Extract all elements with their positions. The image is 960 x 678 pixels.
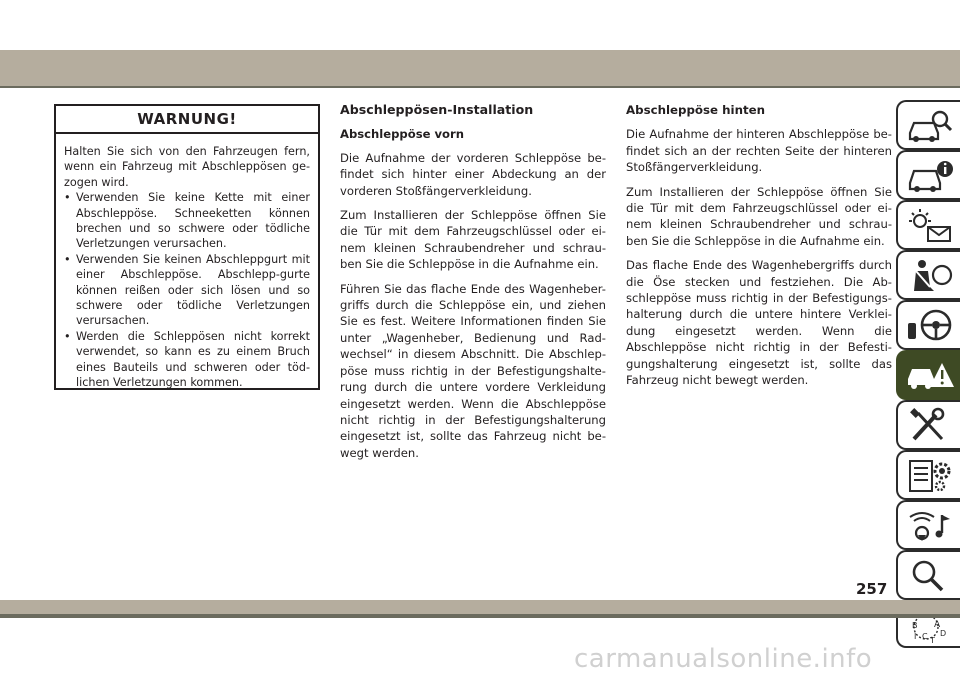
front-paragraph: Zum Installieren der Schleppöse öffnen Sie die Tür mit dem Fahrzeugschlüssel oder ei-nem kleinen Schraubendreher und schrau-ben Sie die Schleppöse in die Aufnahme ein. — [340, 208, 606, 272]
rear-heading: Abschleppöse hinten — [626, 103, 766, 117]
index-letter: T — [930, 636, 935, 645]
tab-search[interactable] — [896, 550, 960, 600]
tab-multimedia[interactable] — [896, 500, 960, 550]
column-front-tow-hook — [340, 102, 606, 469]
front-paragraph: Führen Sie das flache Ende des Wagenheber-griffs durch die Schleppöse ein, und ziehen Sie es fest. Weitere Informationen finden Sie unter „Wagenheber, Bedienung und Rad-wechsel“ in diesem Abschnitt. Die Abschlep-pöse muss richtig in der Befestigungshalte-rung durch die untere vordere Verkleidung eingesetzt werden. Wenn die Abschleppöse nicht richtig in der Befestigungshalterung eingesetzt ist, sollte das Fahrzeug nicht be-wegt werden. — [340, 281, 606, 460]
index-letter: A — [934, 620, 941, 630]
tab-safety[interactable] — [896, 250, 960, 300]
tab-emergency[interactable] — [896, 350, 960, 400]
spec-list-gear-icon — [904, 457, 956, 495]
tab-specifications[interactable] — [896, 450, 960, 500]
index-letter: I — [914, 632, 917, 641]
warning-light-message-icon — [904, 207, 956, 245]
warning-item: • Verwenden Sie keinen Abschleppgurt mit einer Abschleppöse. Abschlepp-gurte können reißen oder sich lösen und so schwere oder tödliche Verletzungen verursachen. — [64, 252, 310, 329]
warning-box — [54, 104, 320, 390]
search-icon — [904, 557, 956, 595]
warning-intro: Halten Sie sich von den Fahrzeugen fern, wenn ein Fahrzeug mit Abschleppösen ge-zogen wird. — [64, 145, 310, 189]
warning-item: • Verwenden Sie keine Kette mit einer Abschleppöse. Schneeketten können brechen und so schwere oder tödliche Verletzungen verursachen. — [64, 190, 310, 252]
tab-car-magnifier[interactable] — [896, 100, 960, 150]
seatbelt-airbag-icon — [904, 257, 956, 295]
steering-wheel-icon — [904, 307, 956, 345]
rear-paragraph: Das flache Ende des Wagenhebergriffs durch die Öse stecken und festziehen. Die Ab-schleppöse muss richtig in der Befestigungs-halterung durch die untere hintere Verklei-dung eingesetzt werden. Wenn die Abschleppöse nicht richtig in der Befesti-gungshalterung eingesetzt ist, sollte das Fahrzeug nicht bewegt werden. — [626, 258, 892, 388]
index-letter: D — [940, 629, 947, 638]
header-stripe-line — [0, 86, 960, 88]
tab-car-info[interactable] — [896, 150, 960, 200]
section-title: Abschleppösen-Installation — [340, 102, 534, 117]
page-top-margin — [0, 0, 960, 48]
watermark: carmanualsonline.info — [574, 644, 873, 674]
index-letter: B — [912, 621, 918, 630]
tab-service[interactable] — [896, 400, 960, 450]
car-magnifier-icon — [904, 107, 956, 145]
warning-title: WARNUNG! — [56, 106, 318, 134]
front-paragraph: Die Aufnahme der vorderen Schleppöse be-findet sich hinter einer Abdeckung an der vorderen Stoßfängerverkleidung. — [340, 150, 606, 198]
car-hazard-icon — [904, 357, 956, 395]
page-number: 257 — [856, 580, 888, 598]
footer-stripe-line — [0, 614, 960, 618]
car-info-icon — [904, 157, 956, 195]
rear-paragraph: Die Aufnahme der hinteren Abschleppöse be-findet sich an der rechten Seite der hinteren Stoßfängerverkleidung. — [626, 127, 892, 175]
warning-item: • Werden die Schleppösen nicht korrekt verwendet, so kann es zu einem Bruch eines Bauteils und schweren oder töd-lichen Verletzungen kommen. — [64, 329, 310, 391]
front-heading: Abschleppöse vorn — [340, 127, 464, 142]
rear-paragraph: Zum Installieren der Schleppöse öffnen Sie die Tür mit dem Fahrzeugschlüssel oder ei-nem kleinen Schraubendreher und schrau-ben Sie die Schleppöse in die Aufnahme ein. — [626, 184, 892, 248]
wrench-screwdriver-icon — [904, 407, 956, 445]
multimedia-icon — [904, 507, 956, 545]
tab-driving[interactable] — [896, 300, 960, 350]
header-stripe — [0, 50, 960, 86]
tab-warning-lights[interactable] — [896, 200, 960, 250]
column-rear-tow-hook — [626, 102, 892, 397]
index-letter: C — [922, 632, 928, 641]
footer-stripe — [0, 600, 960, 614]
warning-list — [64, 190, 310, 390]
warning-body — [56, 134, 318, 391]
